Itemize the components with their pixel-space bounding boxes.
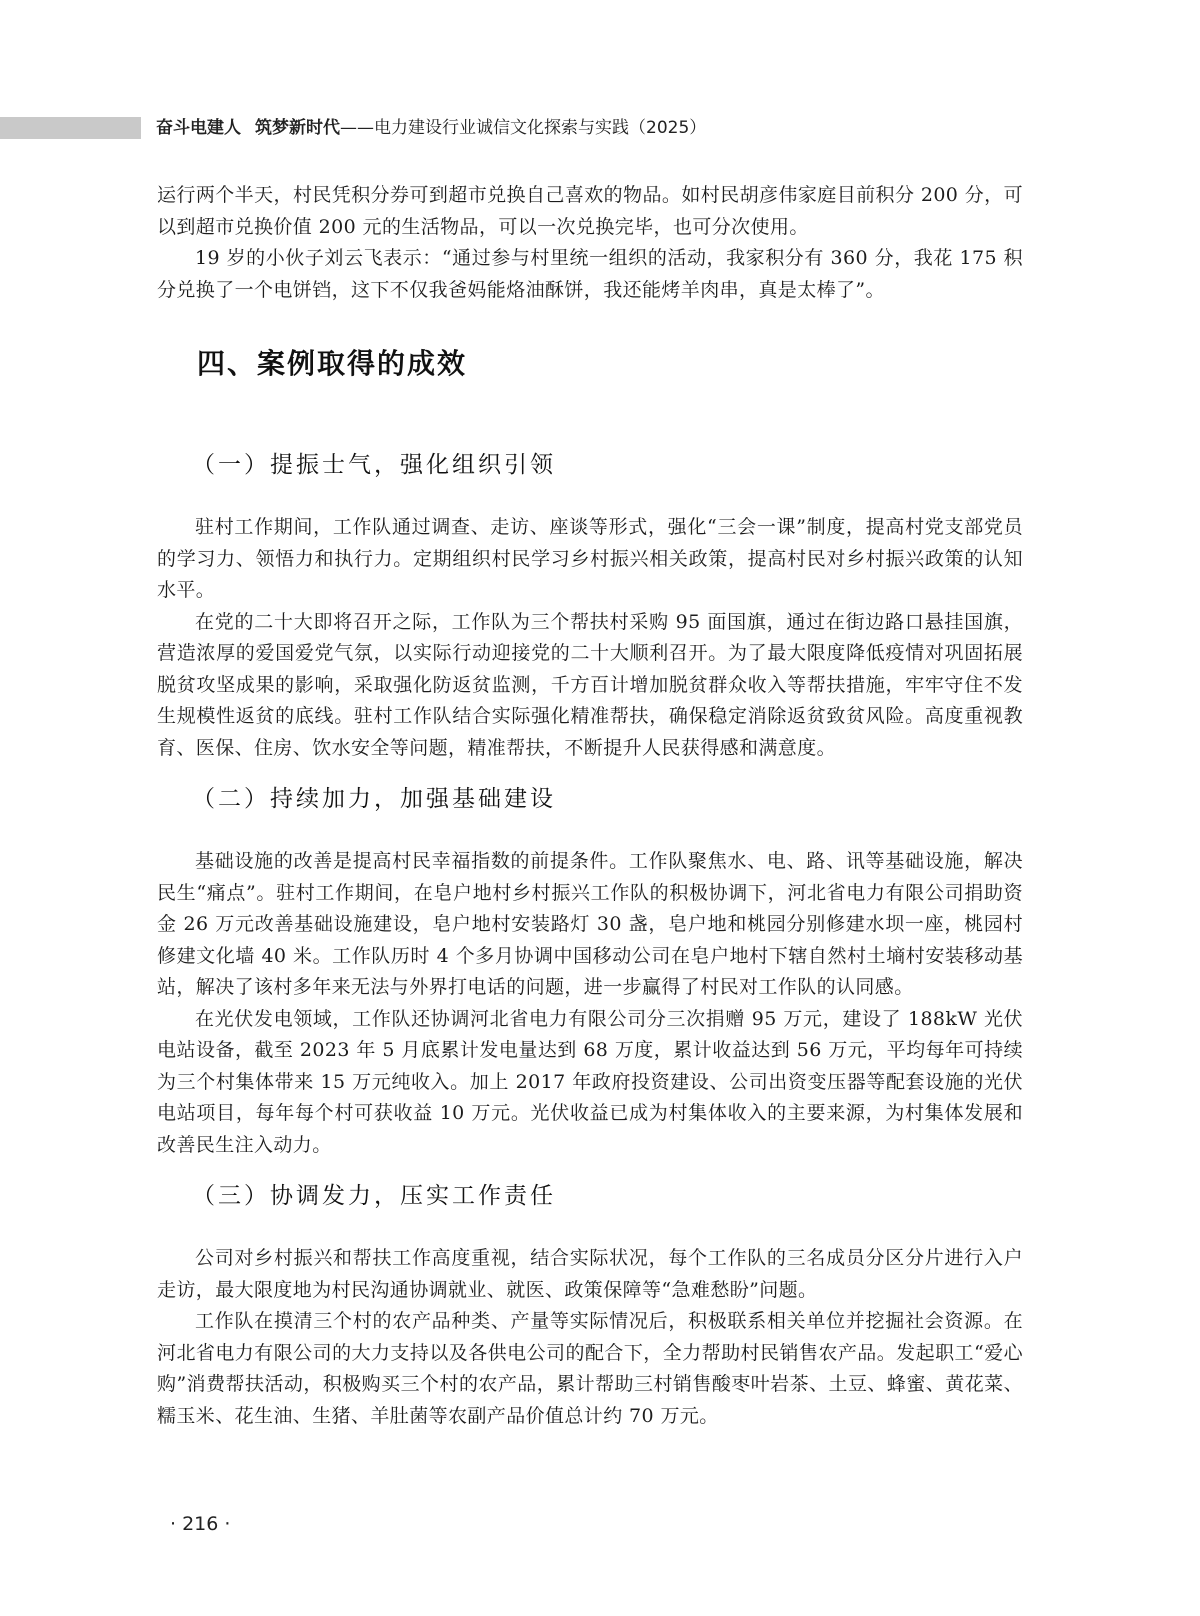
paragraph: 在光伏发电领域，工作队还协调河北省电力有限公司分三次捐赠 95 万元，建设了 188kW 光伏电站设备，截至 2023 年 5 月底累计发电量达到 68 万度，累计收益达到 56 万元，平均每年可持续为三个村集体带来 15 万元纯收入。加上 2017 年政府投资建设、公司出资变压器等配套设施的光伏电站项目，每年每个村可获收益 10 万元。光伏收益已成为村集体收入的主要来源，为村集体发展和改善民生注入动力。 [157,1007,1023,1156]
book-title: 奋斗电建人 [156,118,241,138]
section-title: 四、案例取得的成效 [197,347,468,380]
page-number: · 216 · [170,1513,231,1535]
subsection-title: （二）持续加力，加强基础建设 [192,786,556,812]
paragraph: 19 岁的小伙子刘云飞表示：“通过参与村里统一组织的活动，我家积分有 360 分，我花 175 积分兑换了一个电饼铛，这下不仅我爸妈能烙油酥饼，我还能烤羊肉串，真是太棒了”。 [157,247,1023,301]
subsection-title: （三）协调发力，压实工作责任 [192,1183,556,1209]
paragraph: 公司对乡村振兴和帮扶工作高度重视，结合实际状况，每个工作队的三名成员分区分片进行入户走访，最大限度地为村民沟通协调就业、就医、政策保障等“急难愁盼”问题。 [157,1247,1023,1301]
paragraph: 在党的二十大即将召开之际，工作队为三个帮扶村采购 95 面国旗，通过在街边路口悬挂国旗，营造浓厚的爱国爱党气氛，以实际行动迎接党的二十大顺利召开。为了最大限度降低疫情对巩固拓展脱贫攻坚成果的影响，采取强化防返贫监测，千方百计增加脱贫群众收入等帮扶措施，牢牢守住不发生规模性返贫的底线。驻村工作队结合实际强化精准帮扶，确保稳定消除返贫致贫风险。高度重视教育、医保、住房、饮水安全等问题，精准帮扶，不断提升人民获得感和满意度。 [157,610,1023,759]
book-subtitle: 筑梦新时代 [255,118,340,138]
series-title: ——电力建设行业诚信文化探索与实践（2025） [340,118,707,138]
running-header [156,116,706,140]
paragraph: 工作队在摸清三个村的农产品种类、产量等实际情况后，积极联系相关单位并挖掘社会资源。在河北省电力有限公司的大力支持以及各供电公司的配合下，全力帮助村民销售农产品。发起职工“爱心购”消费帮扶活动，积极购买三个村的农产品，累计帮助三村销售酸枣叶岩茶、土豆、蜂蜜、黄花菜、糯玉米、花生油、生猪、羊肚菌等农副产品价值总计约 70 万元。 [157,1310,1023,1427]
paragraph: 基础设施的改善是提高村民幸福指数的前提条件。工作队聚焦水、电、路、讯等基础设施，解决民生“痛点”。驻村工作期间，在皂户地村乡村振兴工作队的积极协调下，河北省电力有限公司捐助资金 26 万元改善基础设施建设，皂户地村安装路灯 30 盏，皂户地和桃园分别修建水坝一座，桃园村修建文化墙 40 米。工作队历时 4 个多月协调中国移动公司在皂户地村下辖自然村土墒村安装移动基站，解决了该村多年来无法与外界打电话的问题，进一步赢得了村民对工作队的认同感。 [157,850,1023,998]
paragraph: 驻村工作期间，工作队通过调查、走访、座谈等形式，强化“三会一课”制度，提高村党支部党员的学习力、领悟力和执行力。定期组织村民学习乡村振兴相关政策，提高村民对乡村振兴政策的认知水平。 [157,516,1023,601]
subsection-title: （一）提振士气，强化组织引领 [192,452,556,478]
paragraph: 运行两个半天，村民凭积分券可到超市兑换自己喜欢的物品。如村民胡彦伟家庭目前积分 200 分，可以到超市兑换价值 200 元的生活物品，可以一次兑换完毕，也可分次使用。 [157,184,1023,238]
header-bar [0,117,141,139]
page-body [157,180,1023,1432]
